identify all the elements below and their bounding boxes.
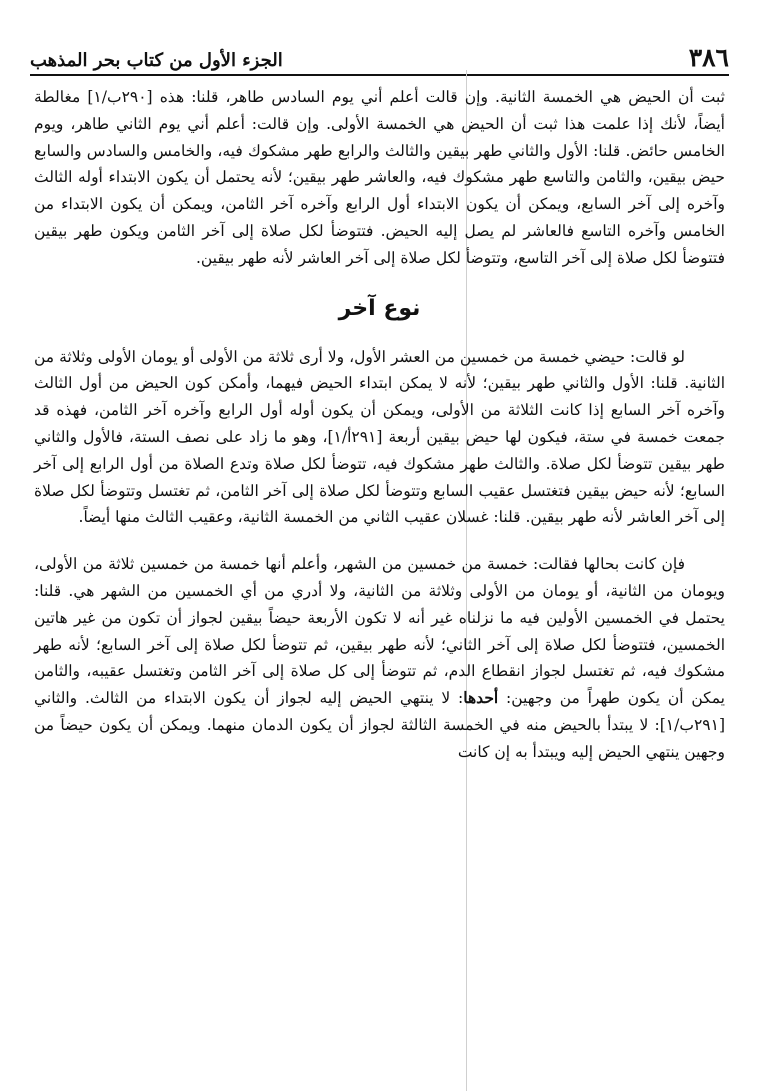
paragraph-3-bold-term: أحدها (463, 688, 499, 708)
paragraph-gap (34, 531, 725, 551)
paragraph-1: ثبت أن الحيض هي الخمسة الثانية. وإن قالت أعلم أني يوم السادس طاهر، قلنا: هذه [٢٩٠ب/١] مغالطة أيضاً، لأنك إذا علمت هذا ثبت أن الحيض هي الخمسة الأولى. وإن قالت: أعلم أني يوم الثاني طاهر، ويوم الخامس حائض. قلنا: الأول والثاني طهر بيقين والثالث والرابع طهر مشكوك فيه، والخامس والسادس والسابع حيض بيقين، والثامن والتاسع طهر مشكوك فيه، والعاشر طهر بيقين؛ لأنه يحتمل أن يكون الابتداء أوله الثالث وآخره إلى آخر السابع، ويمكن أن يكون الابتداء أول الرابع وآخره آخر الثامن، ويمكن أن يكون الابتداء من الخامس وآخره التاسع فالعاشر لم يصل إليه الحيض. فتتوضأ لكل صلاة إلى آخر الثامن ويكون طهر بيقين فتتوضأ لكل صلاة إلى آخر التاسع، وتتوضأ لكل صلاة إلى آخر العاشر لأنه طهر بيقين. (34, 88, 725, 267)
page-header (30, 36, 729, 76)
running-title: الجزء الأول من كتاب بحر المذهب (30, 50, 283, 71)
page-body (34, 84, 725, 766)
paragraph-3-text-a: فإن كانت بحالها فقالت: خمسة من خمسين من الشهر، وأعلم أنها خمسة من خمسين ثلاثة من الأولى، ويومان من الثانية، أو يومان من الأولى وثلاثة من الثانية، ولا أدري من أي الخمسين من الشهر هي. قلنا: يحتمل في الخمسين الأولين فيه ما نزلناه غير أنه لا تكون الأربعة حيضاً بيقين لجواز أن تكون من غير هاتين الخمسين، فتتوضأ لكل صلاة إلى آخر الثاني؛ لأنه طهر بيقين، ثم تتوضأ لكل صلاة إلى آخر السابع؛ لأنه طهر مشكوك فيه، ثم تغتسل لجواز انقطاع الدم، ثم تتوضأ إلى كل صلاة إلى آخر الثامن وتغتسل عقيبه، والثامن يمكن أن يكون طهراً من وجهين: (34, 555, 725, 708)
paragraph-3-text-b: : لا ينتهي الحيض إليه لجواز أن يكون الابتداء من الثالث. والثاني [٢٩١ب/١]: لا يبتدأ بالحيض منه في الخمسة الثالثة لجواز أن يكون الدمان منهما. ويمكن أن يكون حيضاً من وجهين ينتهي الحيض إليه ويبتدأ به إن كانت (34, 689, 725, 761)
page-number: ٣٨٦ (688, 43, 729, 72)
paragraph-2: لو قالت: حيضي خمسة من خمسين من العشر الأول، ولا أرى ثلاثة من الأولى أو يومان الأولى وثلاثة من الثانية. قلنا: الأول والثاني طهر بيقين؛ لأنه لا يمكن ابتداء الحيض فيهما، وأمكن كون الحيض من أول الثالث وآخره آخر السابع إذا كانت الثلاثة من الأولى، ويمكن أن يكون أوله أول الرابع وآخره آخر الثامن، فهذه قد جمعت خمسة في ستة، فيكون لها حيض بيقين أربعة [٢٩١أ/١]، وهو ما زاد على نصف الستة، فالأول والثاني طهر بيقين تتوضأ لكل صلاة. والثالث طهر مشكوك فيه، تتوضأ لكل صلاة وتدع الصلاة من أول الرابع إلى آخر السابع؛ لأنه حيض بيقين فتغتسل عقيب السابع وتتوضأ لكل صلاة إلى آخر الثامن، ثم تغتسل وتتوضأ لكل صلاة إلى آخر العاشر لأنه طهر بيقين. قلنا: غسلان عقيب الثاني من الخمسة الثانية، وعقيب الثالث منها أيضاً. (34, 347, 725, 527)
section-heading: نوع آخر (338, 295, 421, 321)
paragraph-3 (34, 551, 725, 765)
